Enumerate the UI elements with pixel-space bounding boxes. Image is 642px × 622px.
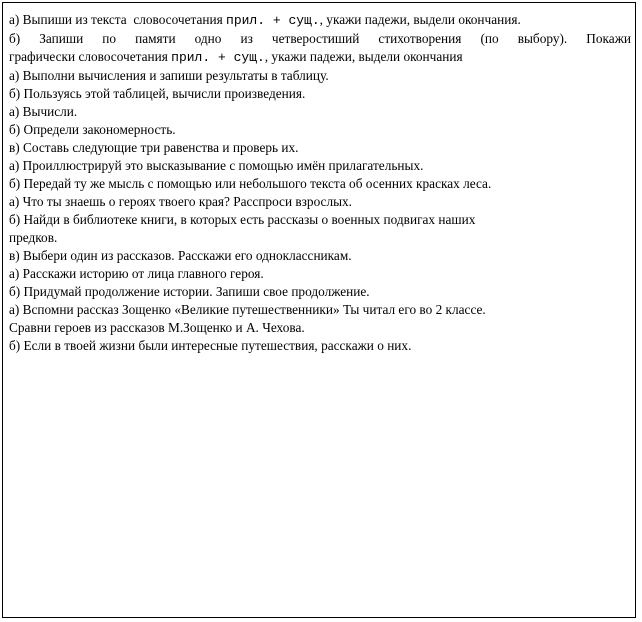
task-line-16: б) Придумай продолжение истории. Запиши свое продолжение. (9, 284, 370, 299)
task-line-15: а) Расскажи историю от лица главного героя. (9, 266, 264, 281)
task-1a-start: а) Выпиши из текста словосочетания (9, 12, 227, 27)
task-line-4: а) Выполни вычисления и запиши результаты в таблицу. (9, 68, 329, 83)
task-line-13: предков. (9, 230, 58, 245)
task-line-14: в) Выбери один из рассказов. Расскажи его одноклассникам. (9, 248, 352, 263)
task-line-1 (9, 11, 631, 30)
task-line-18: Сравни героев из рассказов М.Зощенко и А. Чехова. (9, 320, 305, 335)
task-line-11: а) Что ты знаешь о героях твоего края? Расспроси взрослых. (9, 194, 353, 209)
task-line-19: б) Если в твоей жизни были интересные путешествия, расскажи о них. (9, 338, 412, 353)
task-line-2: б) Запиши по памяти одно из четверостиший стихотворения (по выбору). Покажи (9, 31, 631, 46)
task-line-9: а) Проиллюстрируй это высказывание с помощью имён прилагательных. (9, 158, 424, 173)
task-line-5: б) Пользуясь этой таблицей, вычисли произведения. (9, 86, 306, 101)
task-1a-end: , укажи падежи, выдели окончания. (319, 12, 521, 27)
grammar-pattern: прил. + сущ. (171, 50, 265, 65)
task-line-12: б) Найди в библиотеке книги, в которых есть рассказы о военных подвигах наших (9, 212, 476, 227)
task-1b-cont-start: графически словосочетания (9, 49, 172, 64)
task-1b-cont-end: , укажи падежи, выдели окончания (264, 49, 463, 64)
task-line-8: в) Составь следующие три равенства и проверь их. (9, 140, 299, 155)
task-line-17: а) Вспомни рассказ Зощенко «Великие путешественники» Ты читал его во 2 классе. (9, 302, 486, 317)
task-list-text (9, 11, 631, 355)
task-line-7: б) Определи закономерность. (9, 122, 176, 137)
task-line-3 (9, 48, 631, 67)
task-line-6: а) Вычисли. (9, 104, 78, 119)
task-line-10: б) Передай ту же мысль с помощью или небольшого текста об осенних красках леса. (9, 176, 492, 191)
task-list-frame (2, 2, 636, 618)
grammar-pattern: прил. + сущ. (226, 13, 320, 28)
